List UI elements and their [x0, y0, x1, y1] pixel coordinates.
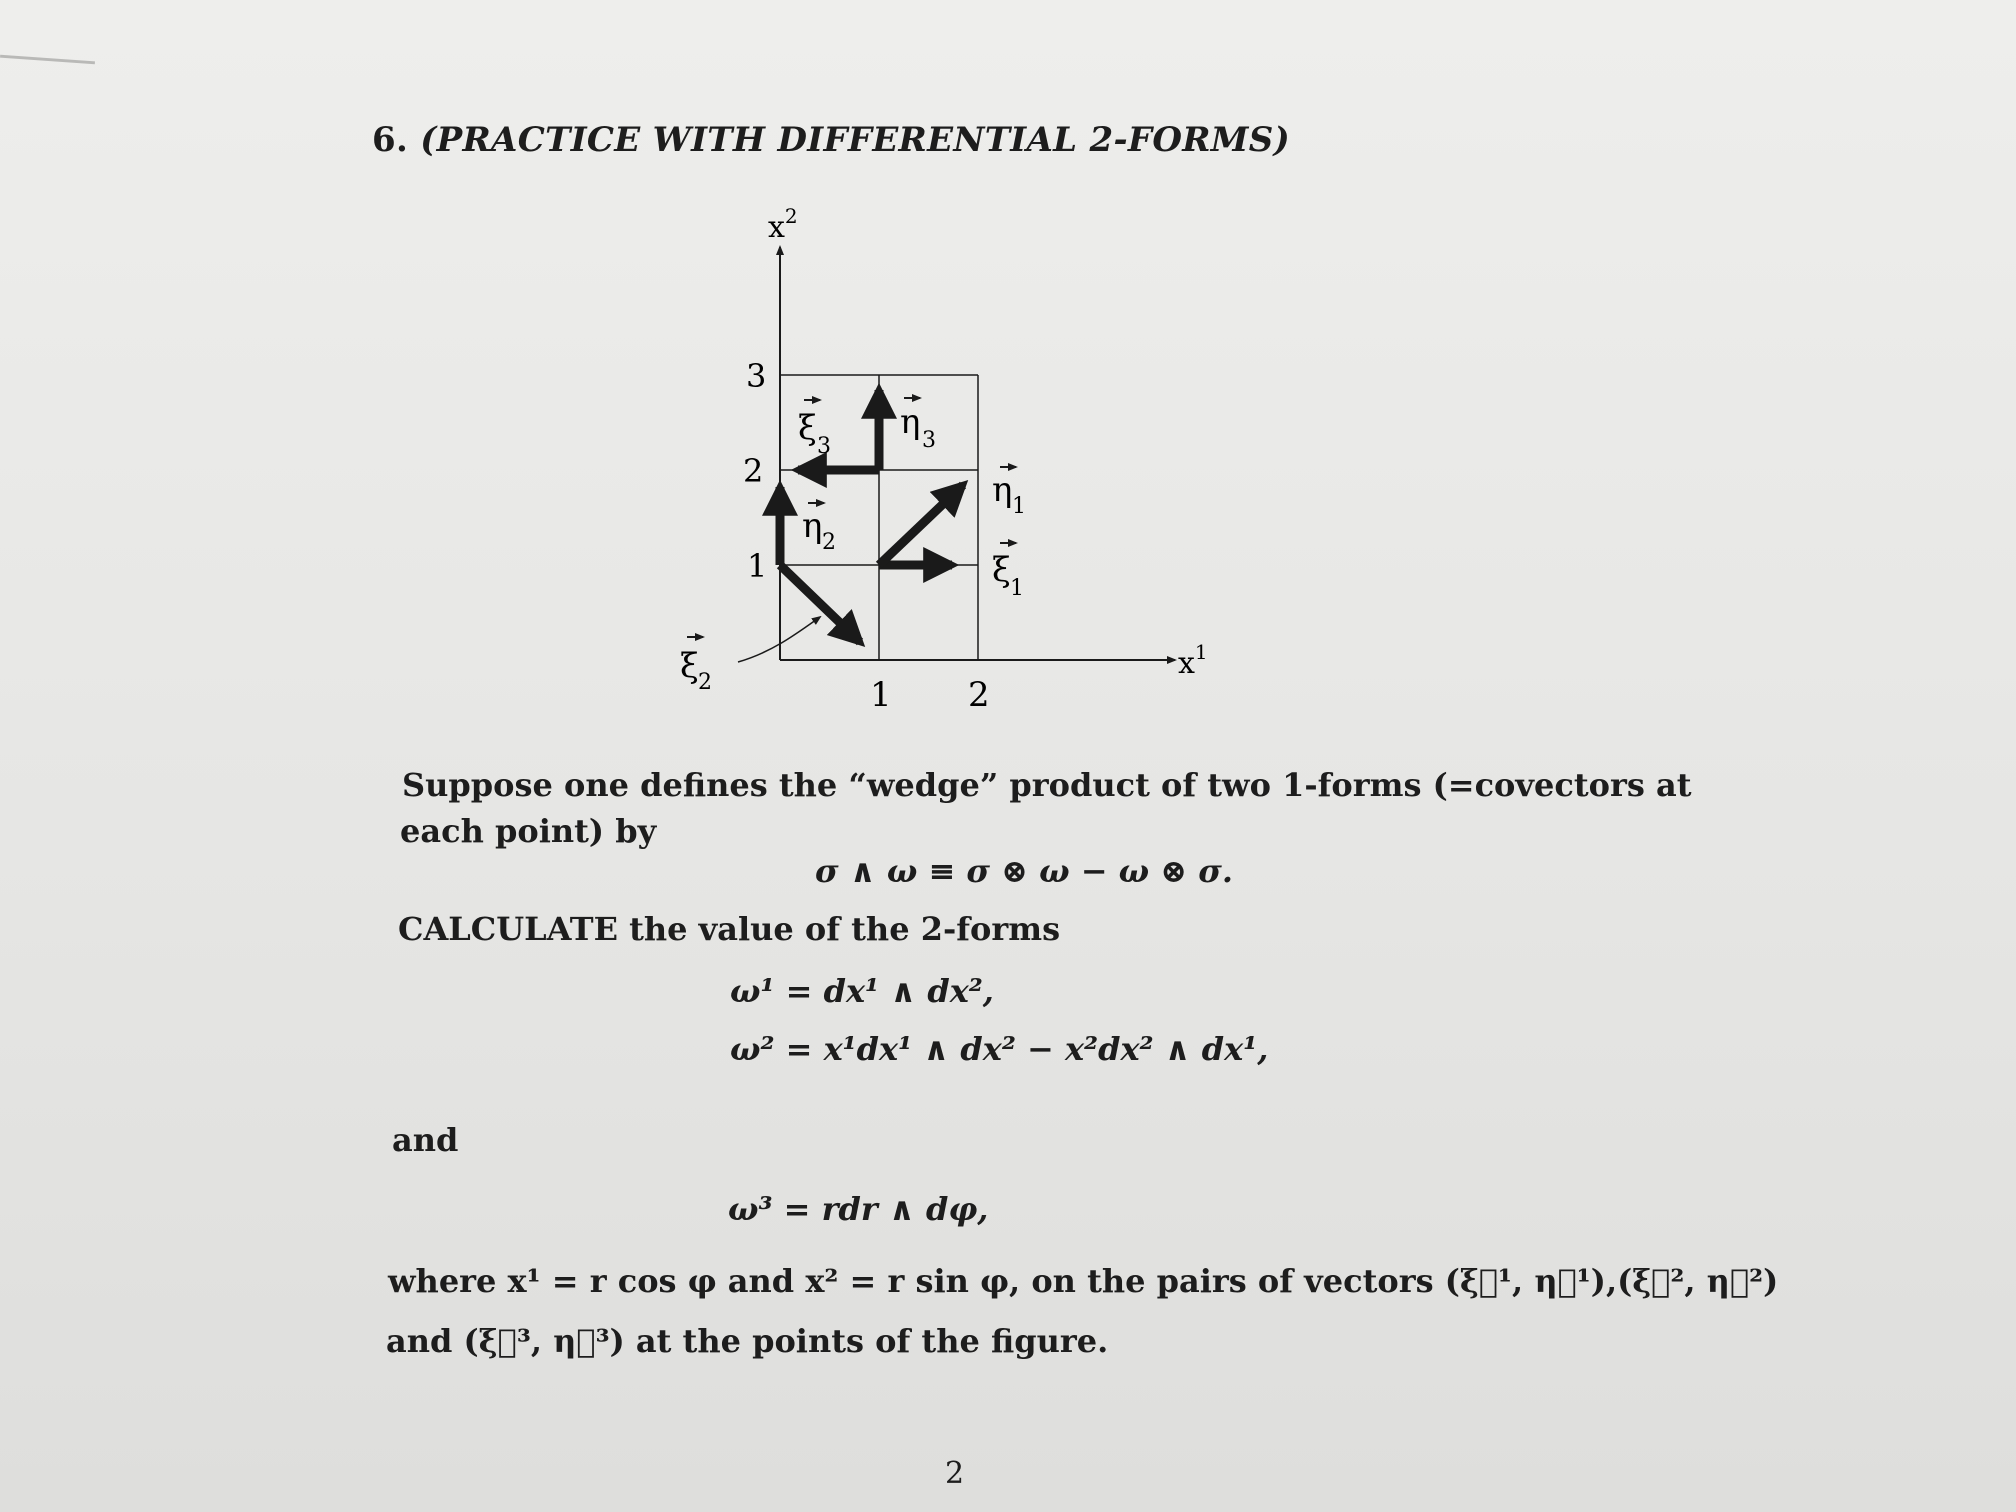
y-axis-label: $x^2$ — [768, 204, 798, 245]
calculate-instruction: CALCULATE the value of the 2-forms — [398, 910, 1061, 948]
svg-text:2: 2 — [698, 670, 712, 695]
page-number: 2 — [945, 1456, 965, 1491]
problem-number: 6. — [372, 120, 409, 160]
vector-label-eta3 — [900, 398, 936, 453]
vector-xi2-arrow — [780, 565, 860, 642]
omega2-equation: ω² = x¹dx¹ ∧ dx² − x²dx² ∧ dx¹, — [730, 1030, 1269, 1068]
intro-line-2: each point) by — [400, 812, 657, 850]
problem-title: (PRACTICE WITH DIFFERENTIAL 2-FORMS) — [420, 120, 1290, 160]
paper-edge-shadow — [0, 55, 95, 65]
vector-label-eta1 — [992, 467, 1026, 519]
svg-text:ξ: ξ — [680, 646, 699, 686]
vector-eta1-arrow — [879, 485, 963, 565]
problem-heading — [372, 120, 1290, 160]
where-line-2: and (ξ⃗³, η⃗³) at the points of the figure. — [386, 1322, 1109, 1360]
svg-text:2: 2 — [822, 530, 836, 555]
intro-line-1: Suppose one defines the “wedge” product of two 1-forms (=covectors at — [402, 766, 1692, 804]
omega3-equation: ω³ = rdr ∧ dφ, — [728, 1190, 989, 1228]
vector-label-xi1 — [992, 543, 1024, 601]
svg-text:3: 3 — [817, 434, 831, 459]
svg-text:ξ: ξ — [992, 550, 1011, 590]
svg-text:η: η — [900, 402, 921, 442]
y-tick-label-1: 1 — [747, 547, 768, 585]
x-tick-label-1: 1 — [870, 675, 892, 715]
wedge-definition: σ ∧ ω ≡ σ ⊗ ω − ω ⊗ σ. — [815, 852, 1233, 890]
x-tick-label-2: 2 — [968, 675, 990, 715]
omega1-equation: ω¹ = dx¹ ∧ dx², — [730, 972, 994, 1010]
vector-label-xi2 — [680, 637, 712, 695]
and-connector: and — [392, 1121, 459, 1159]
svg-text:η: η — [992, 470, 1013, 510]
svg-text:1: 1 — [1010, 576, 1024, 601]
where-line-1: where x¹ = r cos φ and x² = r sin φ, on the pairs of vectors (ξ⃗¹, η⃗¹),(ξ⃗², η⃗²) — [388, 1262, 1779, 1300]
vector-label-eta2 — [802, 503, 836, 555]
svg-text:1: 1 — [1012, 494, 1026, 519]
svg-text:η: η — [802, 506, 823, 546]
y-tick-label-3: 3 — [746, 357, 767, 395]
vector-grid-figure — [660, 195, 1260, 735]
svg-text:ξ: ξ — [798, 408, 817, 448]
svg-text:3: 3 — [922, 428, 936, 453]
vector-label-xi3 — [798, 400, 831, 459]
y-tick-label-2: 2 — [743, 452, 764, 490]
x-axis-label: $x^1$ — [1178, 640, 1208, 681]
